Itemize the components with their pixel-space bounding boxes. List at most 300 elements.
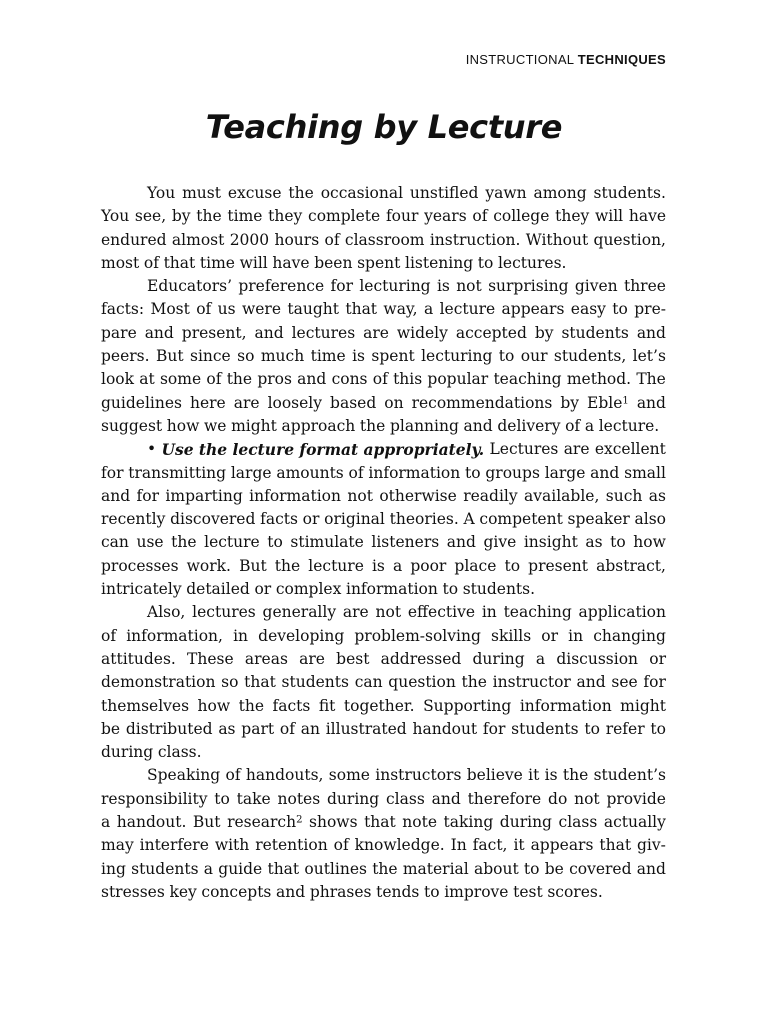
word: a: [535, 649, 546, 668]
word: recently: [101, 510, 166, 529]
text-line: [101, 205, 666, 228]
text-line: [101, 298, 666, 321]
word: skills: [491, 626, 532, 645]
word: generally: [262, 603, 337, 622]
word: delivery: [497, 416, 561, 435]
word: changing: [593, 626, 666, 645]
word: teaching: [503, 603, 572, 622]
word: widely: [396, 323, 448, 342]
word: how: [166, 416, 200, 435]
word: how: [633, 533, 666, 552]
word: and: [101, 486, 131, 505]
word: to: [504, 556, 521, 575]
word: Educators’: [147, 277, 232, 296]
word: and: [297, 370, 327, 389]
word: fact,: [472, 836, 508, 855]
word: it: [528, 766, 540, 785]
word: provide: [606, 789, 666, 808]
word: at: [139, 370, 155, 389]
word: information: [345, 580, 438, 599]
word: excellent: [594, 440, 666, 459]
word: a: [584, 416, 595, 435]
word: But: [239, 556, 267, 575]
text-line: [101, 811, 666, 834]
word: here: [189, 393, 226, 412]
word: preference: [238, 277, 325, 296]
word: insight: [523, 533, 578, 552]
word: endured: [101, 230, 167, 249]
word: us: [217, 300, 236, 319]
text-line: [101, 275, 666, 298]
word: suggest: [101, 416, 163, 435]
word: discovered: [170, 510, 256, 529]
word: time: [310, 347, 346, 366]
text-line: [101, 345, 666, 368]
word: as: [585, 533, 603, 552]
word: complex: [275, 580, 342, 599]
word: been: [314, 253, 353, 272]
word: and: [463, 416, 493, 435]
word: approach: [281, 416, 356, 435]
lead-in-phrase-word: Use: [161, 440, 194, 460]
word: for: [101, 463, 124, 482]
word: the: [274, 556, 301, 575]
word: will: [239, 253, 268, 272]
text-line: [101, 695, 666, 718]
word: not: [347, 486, 373, 505]
text-line: [101, 625, 666, 648]
paragraph: [101, 601, 666, 764]
word: some: [328, 766, 370, 785]
text-line: [101, 578, 666, 601]
word: Without: [525, 230, 589, 249]
word: transmitting: [128, 463, 227, 482]
word: small: [624, 463, 666, 482]
word: instructor: [492, 673, 571, 692]
lead-in-phrase-word: format: [299, 440, 359, 460]
text-line: [101, 415, 666, 438]
word: retention: [255, 836, 328, 855]
word: that: [163, 253, 196, 272]
word: peers.: [101, 347, 150, 366]
word: instruction.: [429, 230, 521, 249]
word: demonstration: [101, 673, 216, 692]
word: responsibility: [101, 789, 208, 808]
word: with: [214, 836, 250, 855]
word: be: [544, 859, 564, 878]
word: the: [171, 533, 197, 552]
word: some: [159, 370, 202, 389]
word: stresses: [101, 882, 165, 901]
word: of: [143, 253, 159, 272]
word: not: [375, 603, 402, 622]
word: of: [372, 370, 388, 389]
word: Also,: [147, 603, 186, 622]
word: given: [574, 277, 618, 296]
word: that: [267, 859, 300, 878]
word: give: [483, 533, 517, 552]
word: information: [519, 696, 612, 715]
word: stimulate: [290, 533, 364, 552]
word: by: [560, 393, 580, 412]
word: to: [584, 719, 600, 738]
word: outlines: [304, 859, 367, 878]
word: work.: [186, 556, 231, 575]
word: knowledge.: [354, 836, 445, 855]
word: attitudes.: [101, 649, 176, 668]
word: taking: [443, 813, 494, 832]
word: lecturing: [421, 347, 493, 366]
word: of: [225, 766, 241, 785]
word: look: [101, 370, 135, 389]
word: take: [236, 789, 271, 808]
word: they: [555, 207, 590, 226]
text-line: [101, 858, 666, 881]
paragraph: [101, 764, 666, 904]
text-line: [101, 229, 666, 252]
word: as: [218, 719, 236, 738]
word: theories.: [389, 510, 459, 529]
word: let’s: [632, 347, 666, 366]
text-line: [101, 648, 666, 671]
word: on: [384, 393, 404, 412]
word: test: [513, 882, 543, 901]
word: cons: [331, 370, 368, 389]
word: lectures: [192, 603, 256, 622]
word: and: [636, 393, 666, 412]
word: a: [423, 300, 434, 319]
word: most: [101, 253, 140, 272]
word: loosely: [267, 393, 323, 412]
text-line: [101, 182, 666, 205]
word: students: [131, 859, 199, 878]
word: facts:: [101, 300, 145, 319]
word: best: [336, 649, 370, 668]
word: a: [101, 813, 111, 832]
word: lectures: [291, 323, 356, 342]
word: the: [461, 673, 487, 692]
word: discussion: [556, 649, 639, 668]
word: the: [359, 416, 386, 435]
word: of: [279, 719, 295, 738]
word: that: [599, 836, 632, 855]
text-line: [101, 834, 666, 857]
word: giv-: [637, 836, 666, 855]
word: fit: [318, 696, 336, 715]
word: by: [171, 207, 191, 226]
word: students,: [553, 347, 627, 366]
text-line: [101, 531, 666, 554]
word: to: [523, 859, 540, 878]
word: or: [649, 649, 666, 668]
word: during: [101, 743, 154, 762]
paragraph: [101, 182, 666, 275]
word: appears: [501, 300, 565, 319]
word: students: [511, 719, 579, 738]
word: easy: [570, 300, 606, 319]
word: addressed: [380, 649, 462, 668]
word: to: [477, 253, 494, 272]
lead-in-phrase-word: appropriately.: [363, 440, 485, 460]
word: In: [450, 836, 467, 855]
text-line: [101, 252, 666, 275]
word: they: [268, 207, 303, 226]
word: actually: [603, 813, 666, 832]
word: as: [648, 486, 666, 505]
word: distributed: [125, 719, 213, 738]
word: years: [424, 207, 467, 226]
word: together.: [343, 696, 415, 715]
word: pare: [101, 323, 137, 342]
word: three: [623, 277, 666, 296]
word: material: [402, 859, 469, 878]
word: and: [254, 323, 284, 342]
word: of: [324, 230, 340, 249]
word: almost: [171, 230, 225, 249]
word: for: [482, 719, 506, 738]
word: illustrated: [325, 719, 407, 738]
word: of: [101, 626, 117, 645]
word: large: [544, 463, 586, 482]
word: occasional: [320, 184, 404, 202]
word: instructors: [375, 766, 462, 785]
word: and: [636, 323, 666, 342]
text-line: [101, 368, 666, 391]
text-line: [101, 788, 666, 811]
word: guidelines: [101, 393, 182, 412]
word: spent: [371, 347, 415, 366]
word: students: [561, 323, 629, 342]
word: can: [101, 533, 129, 552]
word: will: [594, 207, 624, 226]
word: of: [348, 463, 364, 482]
word: tends: [376, 882, 420, 901]
bullet-icon: •: [147, 440, 157, 459]
word: to: [267, 533, 283, 552]
word: of: [472, 207, 488, 226]
word: can: [354, 673, 383, 692]
word: application: [578, 603, 666, 622]
word: to: [424, 882, 440, 901]
word: to: [650, 719, 666, 738]
word: for: [136, 486, 160, 505]
word: must: [182, 184, 221, 202]
word: and: [431, 789, 461, 808]
word: complete: [308, 207, 381, 226]
word: teaching: [493, 370, 562, 389]
word: accepted: [455, 323, 527, 342]
word: listening: [405, 253, 474, 272]
word: for: [330, 277, 353, 296]
word: lecture: [439, 300, 496, 319]
word: how: [197, 696, 231, 715]
word: planning: [389, 416, 459, 435]
word: way,: [383, 300, 418, 319]
lead-in-phrase-word: lecture: [232, 440, 295, 460]
word: problem-solving: [354, 626, 481, 645]
word: or: [541, 626, 559, 645]
word: question,: [593, 230, 666, 249]
word: imparting: [165, 486, 243, 505]
word: students.: [593, 184, 666, 202]
word: listeners: [371, 533, 440, 552]
word: is: [371, 556, 385, 575]
word: The: [636, 370, 666, 389]
word: appears: [530, 836, 594, 855]
word: we: [204, 416, 227, 435]
word: You: [101, 207, 130, 226]
word: students: [281, 673, 349, 692]
word: speaker: [567, 510, 630, 529]
word: therefore: [467, 789, 542, 808]
word: present,: [181, 323, 247, 342]
word: an: [300, 719, 320, 738]
word: key: [169, 882, 197, 901]
word: effective: [407, 603, 476, 622]
word: information: [249, 486, 341, 505]
word: competent: [479, 510, 563, 529]
word: areas: [244, 649, 288, 668]
word: handout.: [116, 813, 187, 832]
word: groups: [485, 463, 540, 482]
text-line: [101, 485, 666, 508]
word: intricately: [101, 580, 182, 599]
word: detailed: [186, 580, 250, 599]
word: part: [241, 719, 275, 738]
word: concepts: [201, 882, 272, 901]
word: do: [548, 789, 568, 808]
word: to: [612, 300, 628, 319]
word: handout: [412, 719, 478, 738]
word: of: [206, 370, 222, 389]
paragraph: [101, 438, 666, 601]
page-title: Teaching by Lecture: [205, 108, 563, 146]
word: to: [465, 463, 481, 482]
word: 2000: [229, 230, 270, 249]
word: lecture.: [598, 416, 660, 435]
word: ing: [101, 859, 126, 878]
text-line: [101, 462, 666, 485]
word: lectures.: [497, 253, 567, 272]
body-text: [101, 182, 666, 904]
word: note: [402, 813, 437, 832]
word: much: [260, 347, 305, 366]
footnote-reference: 2: [296, 814, 303, 826]
word: But: [155, 347, 184, 366]
word: Lectures: [489, 440, 559, 459]
word: to: [498, 347, 515, 366]
word: this: [393, 370, 423, 389]
word: use: [136, 533, 164, 552]
text-line: [101, 764, 666, 787]
word: facts: [272, 696, 311, 715]
word: is: [352, 347, 365, 366]
word: class: [386, 789, 425, 808]
word: Speaking: [147, 766, 221, 785]
word: see,: [134, 207, 167, 226]
word: the: [226, 370, 253, 389]
footnote-reference: 1: [622, 395, 629, 407]
word: the: [196, 207, 222, 226]
word: poor: [410, 556, 447, 575]
word: college: [493, 207, 550, 226]
running-header: [466, 52, 666, 67]
word: not: [456, 277, 482, 296]
word: that: [364, 813, 396, 832]
word: a: [392, 556, 403, 575]
word: hours: [274, 230, 320, 249]
text-line: [101, 322, 666, 345]
word: classroom: [344, 230, 425, 249]
word: Most: [150, 300, 190, 319]
word: guide: [218, 859, 263, 878]
word: that: [345, 300, 378, 319]
word: so: [221, 673, 239, 692]
word: and: [576, 673, 606, 692]
text-line: [101, 508, 666, 531]
word: covered: [569, 859, 632, 878]
word: and: [276, 882, 306, 901]
word: to: [214, 789, 230, 808]
text-line: [101, 392, 666, 415]
word: facts: [260, 510, 298, 529]
word: phrases: [309, 882, 372, 901]
word: the: [372, 859, 398, 878]
word: in: [481, 603, 497, 622]
word: or: [302, 510, 320, 529]
text-line: [101, 881, 666, 904]
word: four: [385, 207, 419, 226]
running-header-section-bold: TECHNIQUES: [577, 52, 666, 67]
word: scores.: [547, 882, 603, 901]
word: refer: [605, 719, 645, 738]
word: developing: [258, 626, 345, 645]
word: handouts,: [245, 766, 324, 785]
word: interfere: [139, 836, 209, 855]
word: themselves: [101, 696, 190, 715]
word: might: [620, 696, 666, 715]
word: lecture: [308, 556, 364, 575]
text-line: [101, 741, 666, 764]
word: among: [533, 184, 587, 202]
word: during: [472, 649, 525, 668]
word: information: [368, 463, 461, 482]
word: information,: [126, 626, 223, 645]
word: have: [272, 253, 310, 272]
word: abstract,: [596, 556, 666, 575]
word: might: [231, 416, 277, 435]
text-line: [101, 718, 666, 741]
word: may: [101, 836, 134, 855]
lead-in-phrase-word: the: [198, 440, 228, 460]
word: otherwise: [379, 486, 457, 505]
word: are: [363, 323, 389, 342]
word: These: [187, 649, 234, 668]
word: But: [192, 813, 221, 832]
word: are: [563, 440, 590, 459]
word: A: [463, 510, 475, 529]
word: research$^2$: [227, 813, 303, 832]
word: the: [562, 766, 589, 785]
word: lecture: [204, 533, 260, 552]
word: to: [610, 533, 626, 552]
word: and: [636, 859, 666, 878]
word: popular: [427, 370, 489, 389]
word: question: [388, 673, 456, 692]
word: students.: [462, 580, 536, 599]
word: also: [634, 510, 666, 529]
word: in: [233, 626, 249, 645]
